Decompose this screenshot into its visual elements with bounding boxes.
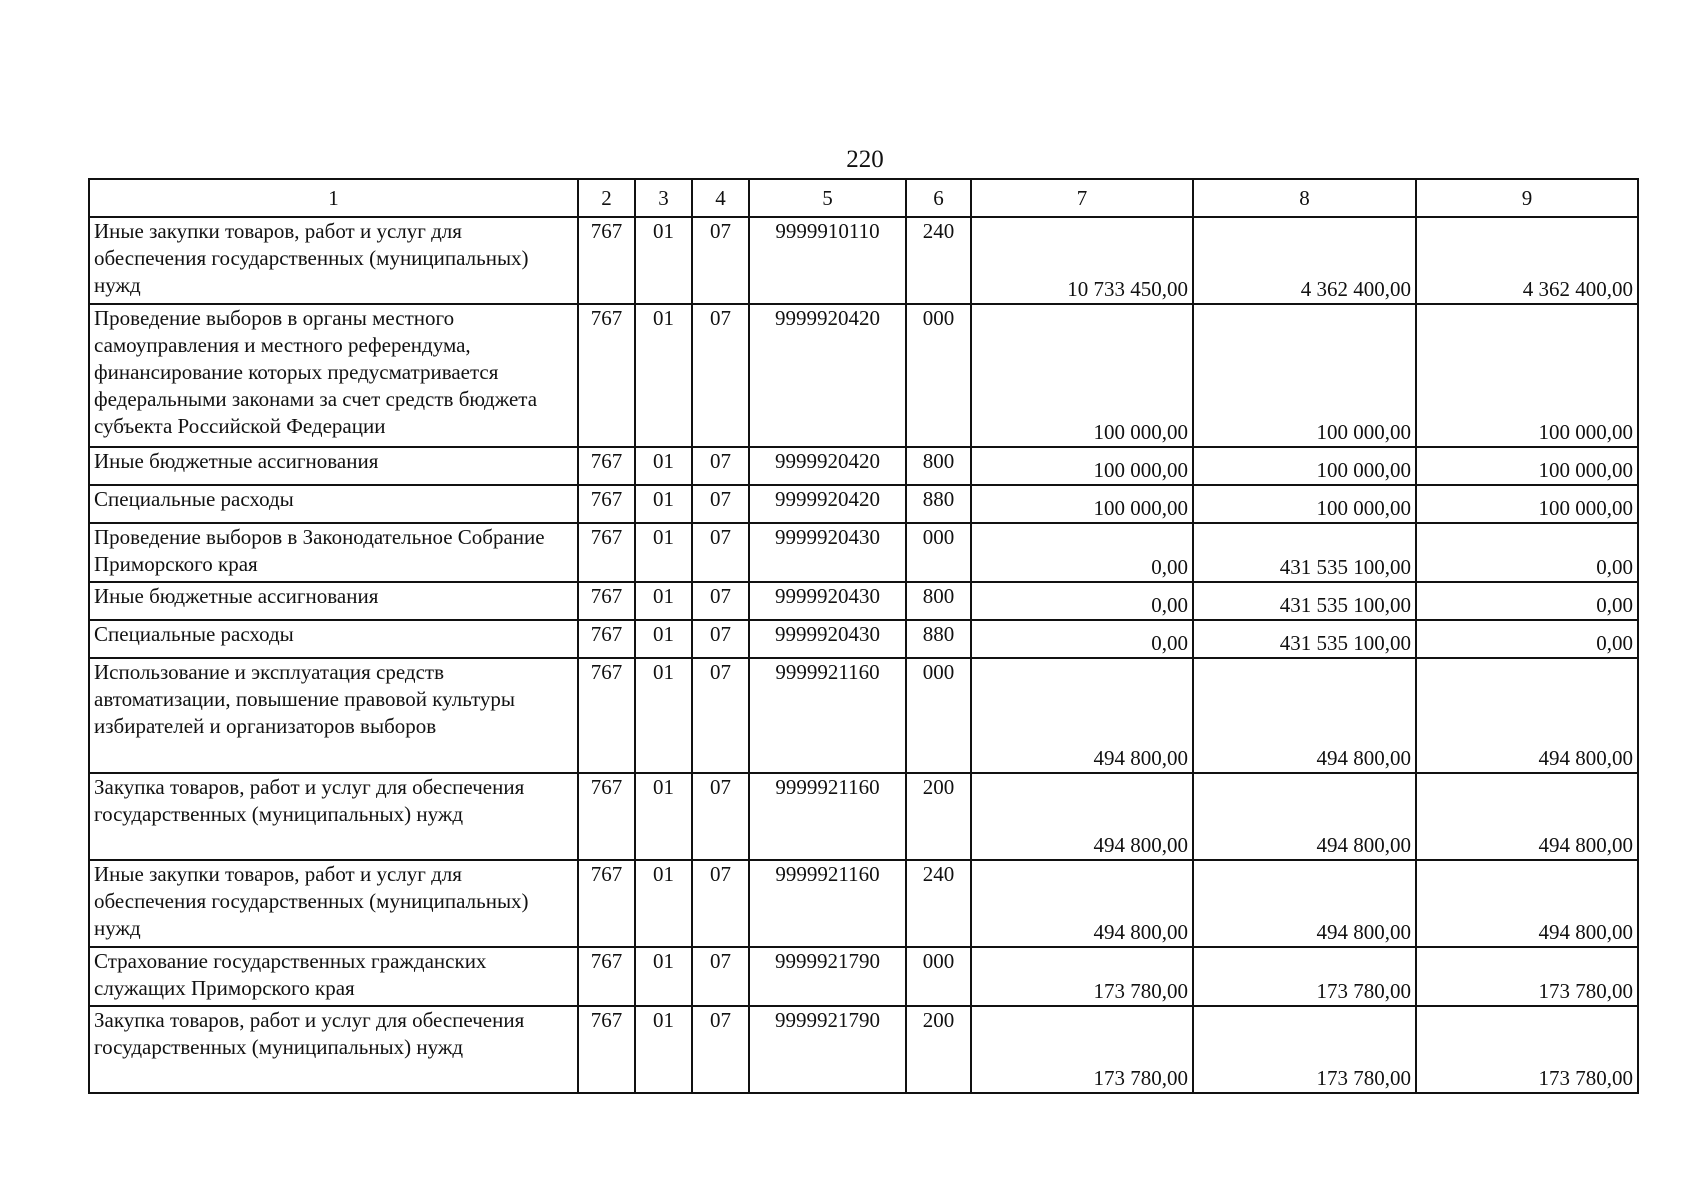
- table-row: [89, 582, 1638, 620]
- subsection-code-cell: 07: [692, 658, 749, 773]
- section-code-cell: 01: [635, 620, 692, 658]
- amount-col9-cell: 100 000,00: [1416, 485, 1638, 523]
- subsection-code-cell: 07: [692, 582, 749, 620]
- target-article-code-cell: 9999920420: [749, 447, 906, 485]
- amount-col8-cell: 173 780,00: [1193, 1006, 1416, 1093]
- expense-name-cell: Специальные расходы: [89, 485, 578, 523]
- amount-col7-cell: 10 733 450,00: [971, 217, 1193, 304]
- amount-col8-cell: 4 362 400,00: [1193, 217, 1416, 304]
- grbs-code-cell: 767: [578, 582, 635, 620]
- amount-col8-cell: 100 000,00: [1193, 304, 1416, 447]
- expense-type-code-cell: 800: [906, 447, 971, 485]
- amount-col9-cell: 173 780,00: [1416, 947, 1638, 1006]
- expense-type-code-cell: 200: [906, 773, 971, 860]
- grbs-code-cell: 767: [578, 485, 635, 523]
- column-header: 1: [89, 179, 578, 217]
- target-article-code-cell: 9999921160: [749, 860, 906, 947]
- section-code-cell: 01: [635, 523, 692, 582]
- section-code-cell: 01: [635, 582, 692, 620]
- expense-name-cell: Иные бюджетные ассигнования: [89, 447, 578, 485]
- amount-col9-cell: 494 800,00: [1416, 658, 1638, 773]
- expense-name-cell: Специальные расходы: [89, 620, 578, 658]
- grbs-code-cell: 767: [578, 658, 635, 773]
- target-article-code-cell: 9999921790: [749, 1006, 906, 1093]
- table-row: [89, 1006, 1638, 1093]
- column-header: 4: [692, 179, 749, 217]
- target-article-code-cell: 9999920430: [749, 582, 906, 620]
- expense-type-code-cell: 880: [906, 485, 971, 523]
- subsection-code-cell: 07: [692, 523, 749, 582]
- subsection-code-cell: 07: [692, 620, 749, 658]
- amount-col7-cell: 494 800,00: [971, 658, 1193, 773]
- amount-col9-cell: 173 780,00: [1416, 1006, 1638, 1093]
- amount-col8-cell: 100 000,00: [1193, 447, 1416, 485]
- amount-col8-cell: 173 780,00: [1193, 947, 1416, 1006]
- section-code-cell: 01: [635, 773, 692, 860]
- table-row: [89, 304, 1638, 447]
- grbs-code-cell: 767: [578, 304, 635, 447]
- table-row: [89, 217, 1638, 304]
- subsection-code-cell: 07: [692, 1006, 749, 1093]
- expense-name-cell: Страхование государственных гражданских служащих Приморского края: [89, 947, 578, 1006]
- expense-name-cell: Закупка товаров, работ и услуг для обеспечения государственных (муниципальных) нужд: [89, 1006, 578, 1093]
- target-article-code-cell: 9999921160: [749, 773, 906, 860]
- target-article-code-cell: 9999921160: [749, 658, 906, 773]
- section-code-cell: 01: [635, 447, 692, 485]
- column-header: 8: [1193, 179, 1416, 217]
- amount-col9-cell: 0,00: [1416, 582, 1638, 620]
- expense-type-code-cell: 800: [906, 582, 971, 620]
- section-code-cell: 01: [635, 217, 692, 304]
- subsection-code-cell: 07: [692, 217, 749, 304]
- amount-col7-cell: 0,00: [971, 620, 1193, 658]
- subsection-code-cell: 07: [692, 860, 749, 947]
- expense-name-cell: Иные закупки товаров, работ и услуг для обеспечения государственных (муниципальных) нужд: [89, 217, 578, 304]
- column-header: 6: [906, 179, 971, 217]
- amount-col7-cell: 494 800,00: [971, 773, 1193, 860]
- amount-col8-cell: 494 800,00: [1193, 658, 1416, 773]
- expense-type-code-cell: 880: [906, 620, 971, 658]
- subsection-code-cell: 07: [692, 447, 749, 485]
- expense-name-cell: Иные бюджетные ассигнования: [89, 582, 578, 620]
- budget-table: [88, 178, 1639, 1094]
- grbs-code-cell: 767: [578, 523, 635, 582]
- table-row: [89, 947, 1638, 1006]
- amount-col7-cell: 494 800,00: [971, 860, 1193, 947]
- target-article-code-cell: 9999921790: [749, 947, 906, 1006]
- amount-col7-cell: 0,00: [971, 582, 1193, 620]
- amount-col8-cell: 431 535 100,00: [1193, 523, 1416, 582]
- table-row: [89, 485, 1638, 523]
- expense-name-cell: Иные закупки товаров, работ и услуг для обеспечения государственных (муниципальных) нужд: [89, 860, 578, 947]
- expense-type-code-cell: 240: [906, 217, 971, 304]
- amount-col8-cell: 100 000,00: [1193, 485, 1416, 523]
- section-code-cell: 01: [635, 658, 692, 773]
- table-row: [89, 523, 1638, 582]
- amount-col9-cell: 100 000,00: [1416, 304, 1638, 447]
- expense-name-cell: Проведение выборов в органы местного самоуправления и местного референдума, финансирование которых предусматривается федеральными законами за счет средств бюджета субъекта Российской Федерации: [89, 304, 578, 447]
- grbs-code-cell: 767: [578, 860, 635, 947]
- amount-col9-cell: 0,00: [1416, 523, 1638, 582]
- amount-col9-cell: 494 800,00: [1416, 860, 1638, 947]
- section-code-cell: 01: [635, 485, 692, 523]
- expense-type-code-cell: 000: [906, 658, 971, 773]
- table-row: [89, 620, 1638, 658]
- amount-col7-cell: 173 780,00: [971, 947, 1193, 1006]
- subsection-code-cell: 07: [692, 304, 749, 447]
- grbs-code-cell: 767: [578, 447, 635, 485]
- amount-col7-cell: 100 000,00: [971, 485, 1193, 523]
- amount-col9-cell: 494 800,00: [1416, 773, 1638, 860]
- section-code-cell: 01: [635, 304, 692, 447]
- subsection-code-cell: 07: [692, 947, 749, 1006]
- grbs-code-cell: 767: [578, 217, 635, 304]
- amount-col8-cell: 431 535 100,00: [1193, 620, 1416, 658]
- column-header: 5: [749, 179, 906, 217]
- amount-col8-cell: 494 800,00: [1193, 773, 1416, 860]
- expense-name-cell: Использование и эксплуатация средств автоматизации, повышение правовой культуры избирателей и организаторов выборов: [89, 658, 578, 773]
- page-number: 220: [846, 146, 884, 173]
- amount-col9-cell: 0,00: [1416, 620, 1638, 658]
- target-article-code-cell: 9999920420: [749, 304, 906, 447]
- column-header: 7: [971, 179, 1193, 217]
- column-header: 2: [578, 179, 635, 217]
- grbs-code-cell: 767: [578, 620, 635, 658]
- grbs-code-cell: 767: [578, 773, 635, 860]
- expense-type-code-cell: 200: [906, 1006, 971, 1093]
- expense-type-code-cell: 000: [906, 304, 971, 447]
- amount-col9-cell: 100 000,00: [1416, 447, 1638, 485]
- expense-type-code-cell: 000: [906, 523, 971, 582]
- section-code-cell: 01: [635, 947, 692, 1006]
- amount-col8-cell: 494 800,00: [1193, 860, 1416, 947]
- column-header: 3: [635, 179, 692, 217]
- expense-name-cell: Закупка товаров, работ и услуг для обеспечения государственных (муниципальных) нужд: [89, 773, 578, 860]
- table-row: [89, 658, 1638, 773]
- table-row: [89, 860, 1638, 947]
- section-code-cell: 01: [635, 860, 692, 947]
- table-row: [89, 773, 1638, 860]
- section-code-cell: 01: [635, 1006, 692, 1093]
- subsection-code-cell: 07: [692, 773, 749, 860]
- amount-col9-cell: 4 362 400,00: [1416, 217, 1638, 304]
- target-article-code-cell: 9999920430: [749, 523, 906, 582]
- expense-name-cell: Проведение выборов в Законодательное Собрание Приморского края: [89, 523, 578, 582]
- table-row: [89, 447, 1638, 485]
- subsection-code-cell: 07: [692, 485, 749, 523]
- column-number-header-row: [89, 179, 1638, 217]
- grbs-code-cell: 767: [578, 1006, 635, 1093]
- amount-col7-cell: 173 780,00: [971, 1006, 1193, 1093]
- amount-col7-cell: 100 000,00: [971, 304, 1193, 447]
- target-article-code-cell: 9999920420: [749, 485, 906, 523]
- target-article-code-cell: 9999910110: [749, 217, 906, 304]
- expense-type-code-cell: 000: [906, 947, 971, 1006]
- expense-type-code-cell: 240: [906, 860, 971, 947]
- amount-col7-cell: 0,00: [971, 523, 1193, 582]
- target-article-code-cell: 9999920430: [749, 620, 906, 658]
- grbs-code-cell: 767: [578, 947, 635, 1006]
- amount-col8-cell: 431 535 100,00: [1193, 582, 1416, 620]
- amount-col7-cell: 100 000,00: [971, 447, 1193, 485]
- column-header: 9: [1416, 179, 1638, 217]
